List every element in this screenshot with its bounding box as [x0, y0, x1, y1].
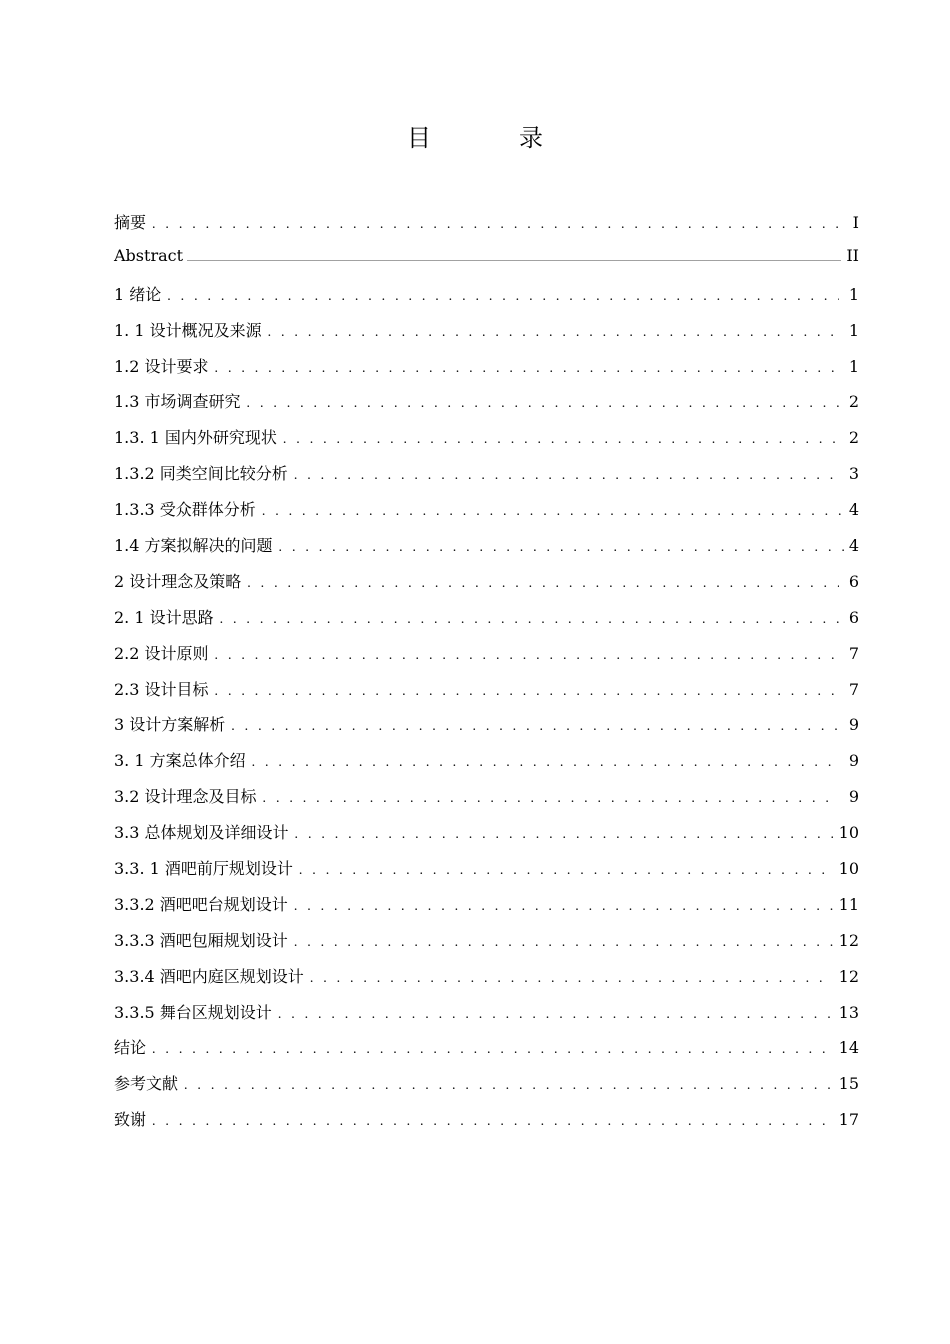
toc-entry[interactable] [114, 712, 859, 748]
toc-entry-page: 7 [848, 679, 859, 699]
toc-entry-label: 1.3.2 同类空间比较分析 [114, 464, 288, 484]
toc-leader-dots [294, 935, 833, 951]
toc-entry-page: 10 [838, 823, 859, 843]
toc-entry-page: 15 [838, 1074, 859, 1094]
toc-entry[interactable] [114, 533, 859, 569]
toc-leader-dots [299, 863, 833, 879]
toc-entry-page: 13 [838, 1002, 859, 1022]
toc-entry-page: 6 [848, 607, 859, 627]
toc-leader-dots [294, 468, 839, 484]
toc-entry-label: 1.2 设计要求 [114, 356, 209, 376]
toc-leader-dots [215, 361, 839, 377]
toc-entry[interactable] [114, 354, 859, 390]
toc-entry-page: 9 [848, 787, 859, 807]
toc-entry[interactable] [114, 641, 859, 677]
toc-entry-label: 1.4 方案拟解决的问题 [114, 536, 273, 556]
toc-leader-dots [231, 719, 839, 735]
toc-entry-page: 2 [848, 392, 859, 412]
toc-entry-page: 11 [838, 894, 859, 914]
toc-entry-label: 3 设计方案解析 [114, 715, 226, 735]
toc-leader-dots [294, 899, 833, 915]
toc-entry[interactable] [114, 461, 859, 497]
toc-entry[interactable] [114, 389, 859, 425]
toc-entry-label: 1.3. 1 国内外研究现状 [114, 428, 277, 448]
toc-entry-page: 6 [848, 571, 859, 591]
toc-entry[interactable] [114, 677, 859, 713]
toc-leader-dots [167, 289, 839, 305]
toc-entry-label: 3.3.4 酒吧内庭区规划设计 [114, 966, 304, 986]
toc-leader-dots [220, 612, 839, 628]
toc-leader-dots [268, 325, 839, 341]
toc-entry-page: 17 [838, 1110, 859, 1130]
toc-leader-dots [262, 504, 845, 520]
toc-entry-label: 摘要 [114, 213, 147, 232]
toc-entry[interactable] [114, 964, 859, 1000]
toc-leader-dots [247, 396, 845, 412]
toc-entry[interactable] [114, 892, 859, 928]
toc-entry-page: 14 [838, 1038, 859, 1058]
toc-leader-dots [295, 827, 833, 843]
toc-entry[interactable] [114, 282, 859, 318]
toc-entry-label: 1.3.3 受众群体分析 [114, 500, 256, 520]
toc-entry-page: 4 [848, 500, 859, 520]
toc-leader-dots [152, 217, 839, 233]
toc-entry-page: II [846, 245, 859, 265]
toc-entry-page: 4 [848, 536, 859, 556]
toc-entry-label: 1. 1 设计概况及来源 [114, 320, 262, 340]
toc-leader-dots [187, 254, 841, 263]
toc-entry[interactable] [114, 820, 859, 856]
toc-entry-page: 12 [838, 930, 859, 950]
toc-entry-label: 3. 1 方案总体介绍 [114, 751, 246, 771]
toc-entry-label: 1 绪论 [114, 284, 162, 304]
toc-leader-dots [278, 1007, 833, 1023]
toc-entry-label: 2.3 设计目标 [114, 679, 209, 699]
toc-entry[interactable] [114, 605, 859, 641]
toc-entry-page: 9 [848, 715, 859, 735]
toc-entry-page: 2 [848, 428, 859, 448]
toc-entry[interactable] [114, 1000, 859, 1036]
toc-leader-dots [152, 1114, 833, 1130]
table-of-contents [114, 210, 859, 1143]
toc-entry-page: 9 [848, 751, 859, 771]
toc-leader-dots [152, 1042, 833, 1058]
toc-entry[interactable] [114, 497, 859, 533]
toc-leader-dots [215, 648, 839, 664]
toc-entry-page: 10 [838, 859, 859, 879]
toc-entry-label: 3.3.2 酒吧吧台规划设计 [114, 894, 288, 914]
toc-entry-label: Abstract [114, 245, 184, 265]
toc-entry-label: 2. 1 设计思路 [114, 607, 214, 627]
toc-entry[interactable] [114, 1071, 859, 1107]
toc-entry[interactable] [114, 246, 859, 282]
toc-entry[interactable] [114, 1035, 859, 1071]
toc-entry-label: 3.3.5 舞台区规划设计 [114, 1002, 272, 1022]
toc-entry-label: 2 设计理念及策略 [114, 571, 242, 591]
toc-entry-page: I [852, 213, 859, 232]
toc-leader-dots [283, 432, 845, 448]
toc-entry-label: 3.3 总体规划及详细设计 [114, 823, 289, 843]
toc-leader-dots [310, 971, 833, 987]
toc-entry-page: 1 [848, 356, 859, 376]
page-title: 目 录 [407, 124, 575, 152]
toc-entry-page: 3 [848, 464, 859, 484]
toc-entry-label: 1.3 市场调查研究 [114, 392, 241, 412]
toc-leader-dots [215, 684, 839, 700]
toc-entry-page: 7 [848, 643, 859, 663]
toc-entry[interactable] [114, 928, 859, 964]
toc-entry[interactable] [114, 784, 859, 820]
toc-entry-label: 3.3. 1 酒吧前厅规划设计 [114, 859, 293, 879]
toc-entry[interactable] [114, 318, 859, 354]
toc-entry-label: 2.2 设计原则 [114, 643, 209, 663]
toc-leader-dots [252, 755, 839, 771]
toc-entry-page: 1 [848, 320, 859, 340]
toc-entry[interactable] [114, 569, 859, 605]
toc-leader-dots [184, 1078, 833, 1094]
toc-entry[interactable] [114, 210, 859, 246]
toc-entry-label: 3.3.3 酒吧包厢规划设计 [114, 930, 288, 950]
toc-entry-label: 3.2 设计理念及目标 [114, 787, 257, 807]
toc-entry-label: 致谢 [114, 1110, 147, 1130]
toc-entry-label: 结论 [114, 1038, 147, 1058]
toc-leader-dots [247, 576, 839, 592]
toc-entry[interactable] [114, 856, 859, 892]
toc-entry-page: 1 [848, 284, 859, 304]
toc-entry[interactable] [114, 1107, 859, 1143]
toc-entry[interactable] [114, 748, 859, 784]
toc-entry-page: 12 [838, 966, 859, 986]
toc-leader-dots [279, 540, 845, 556]
toc-entry[interactable] [114, 425, 859, 461]
toc-leader-dots [263, 791, 839, 807]
toc-entry-label: 参考文献 [114, 1074, 179, 1094]
